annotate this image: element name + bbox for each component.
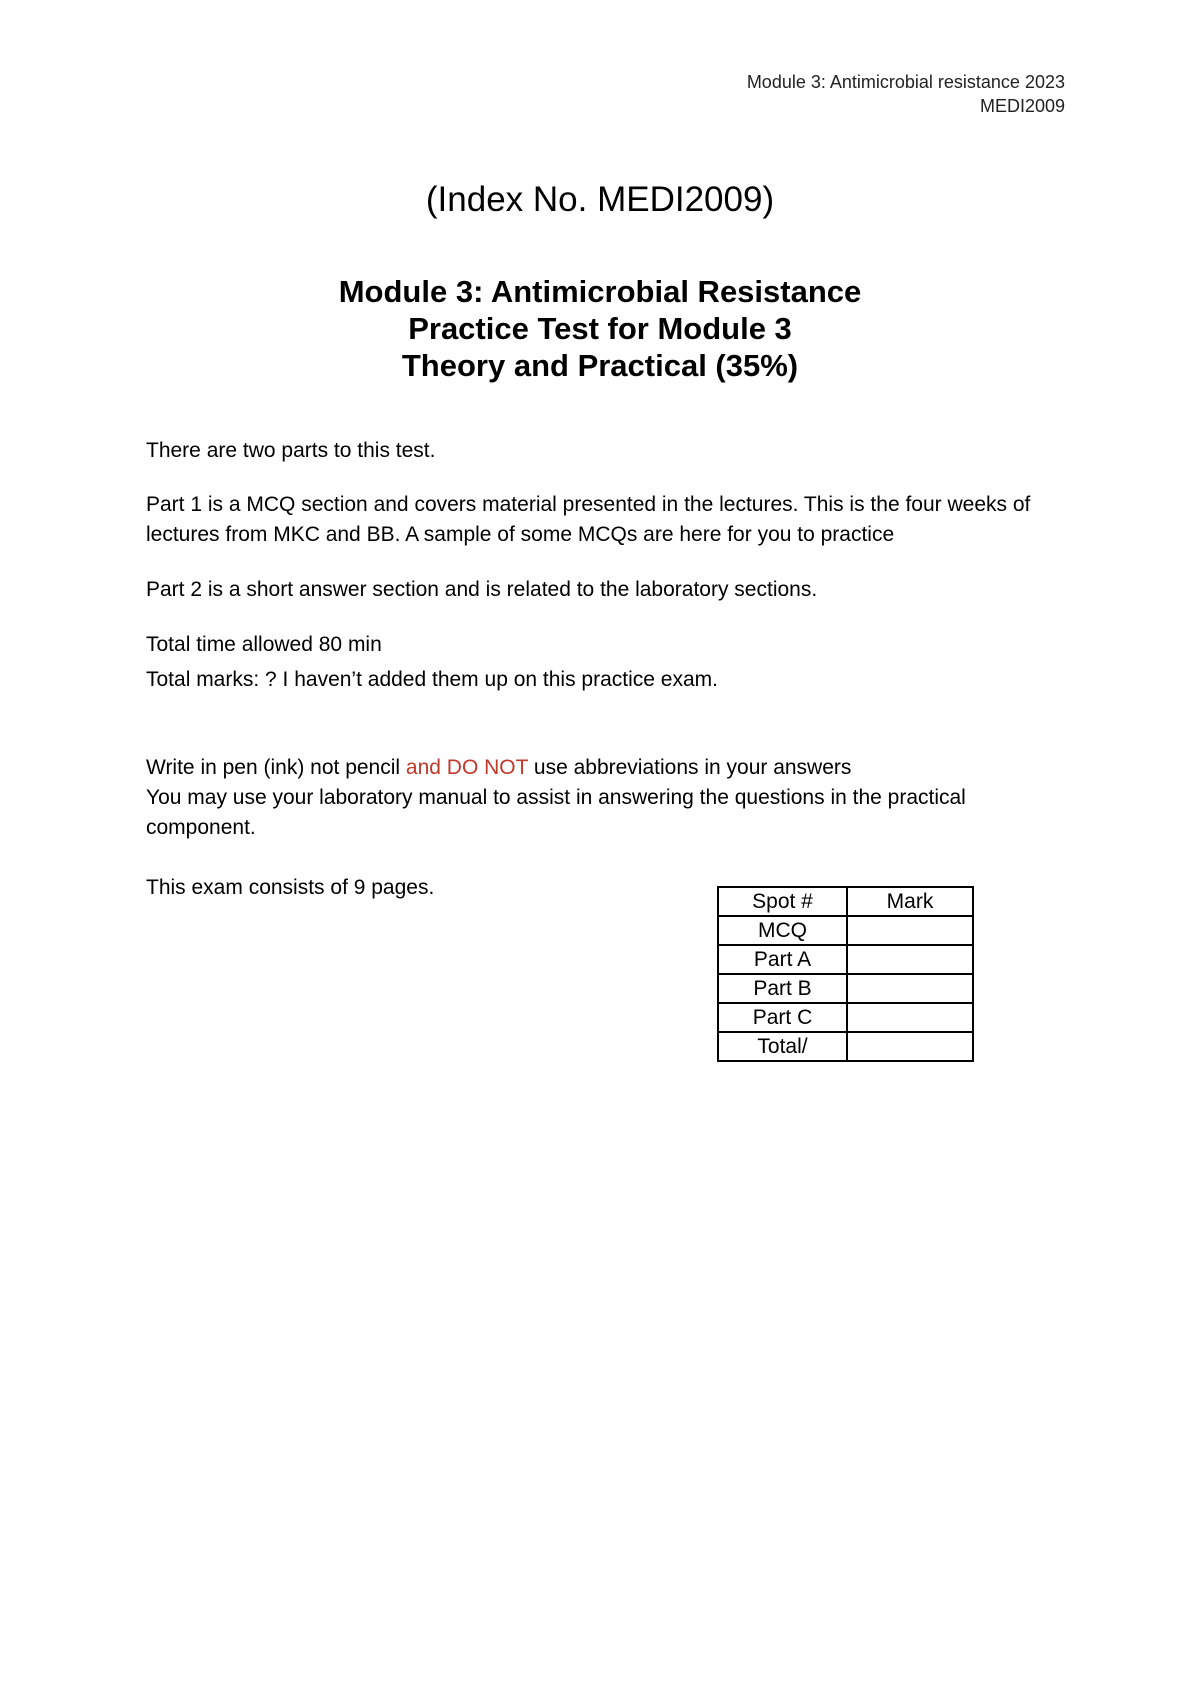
table-row (718, 1032, 973, 1061)
header-spot: Spot # (718, 887, 847, 916)
do-not-emphasis: and DO NOT (405, 756, 529, 779)
mark-table (717, 886, 974, 1062)
table-row (718, 916, 973, 945)
write-instructions (146, 753, 1066, 783)
write-instructions-end: use abbreviations in your answers (528, 756, 852, 779)
part2-paragraph: Part 2 is a short answer section and is related to the laboratory sections. (146, 578, 818, 601)
total-marks: Total marks: ? I haven’t added them up on this practice exam. (146, 668, 718, 691)
table-row (718, 1003, 973, 1032)
table-row (718, 974, 973, 1003)
part1-paragraph: Part 1 is a MCQ section and covers material presented in the lectures. This is the four weeks of lectures from MKC and BB. A sample of some MCQs are here for you to practice (146, 493, 1031, 546)
theory-practical-title: Theory and Practical (35%) (401, 348, 799, 383)
row-label-part-c: Part C (718, 1003, 847, 1032)
mark-cell-part-a[interactable] (847, 945, 973, 974)
table-row (718, 945, 973, 974)
title-block (0, 273, 1200, 384)
manual-note: You may use your laboratory manual to assist in answering the questions in the practical component. (146, 786, 966, 839)
mark-cell-part-c[interactable] (847, 1003, 973, 1032)
header-mark: Mark (847, 887, 973, 916)
intro-paragraph: There are two parts to this test. (146, 439, 436, 462)
mark-cell-total[interactable] (847, 1032, 973, 1061)
page-header (747, 70, 1065, 118)
mark-cell-part-b[interactable] (847, 974, 973, 1003)
mark-table-header-row (718, 887, 973, 916)
row-label-part-b: Part B (718, 974, 847, 1003)
time-allowed: Total time allowed 80 min (146, 633, 382, 656)
header-module-line: Module 3: Antimicrobial resistance 2023 (746, 72, 1065, 92)
index-title: (Index No. MEDI2009) (425, 180, 775, 219)
row-label-mcq: MCQ (718, 916, 847, 945)
practice-test-title: Practice Test for Module 3 (408, 311, 792, 346)
row-label-total: Total/ (718, 1032, 847, 1061)
row-label-part-a: Part A (718, 945, 847, 974)
write-instructions-start: Write in pen (ink) not pencil (146, 756, 406, 779)
mark-cell-mcq[interactable] (847, 916, 973, 945)
module-title: Module 3: Antimicrobial Resistance (338, 274, 862, 309)
page-count: This exam consists of 9 pages. (146, 876, 435, 899)
header-course-code: MEDI2009 (979, 96, 1065, 116)
